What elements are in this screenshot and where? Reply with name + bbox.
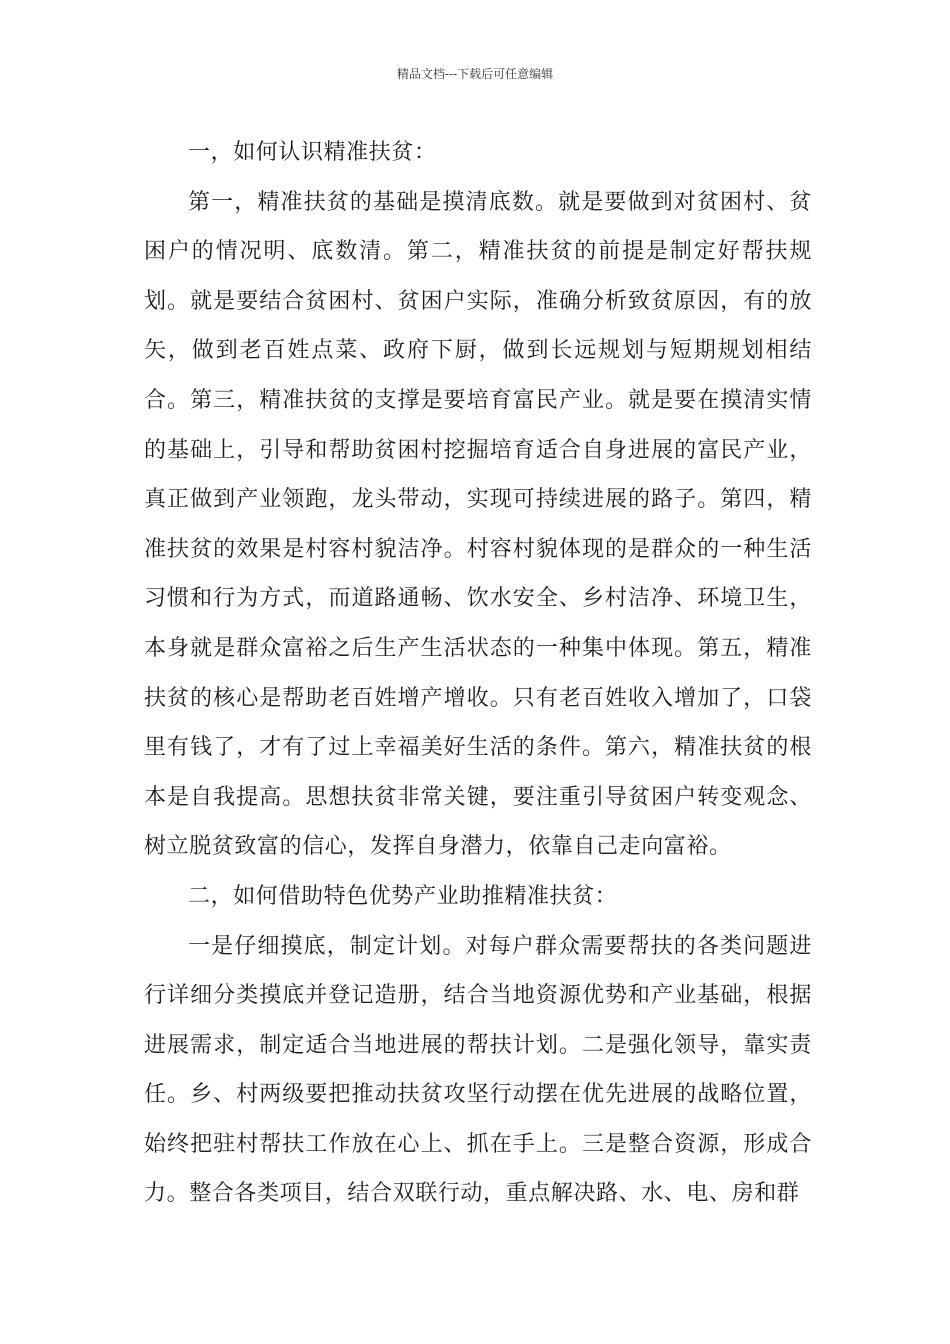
section-heading-2: 二，如何借助特色优势产业助推精准扶贫： [188,883,618,909]
page-header: 精品文档---下载后可任意编辑 [396,67,554,81]
body-paragraph-2: 一是仔细摸底，制定计划。对每户群众需要帮扶的各类问题进行详细分类摸底并登记造册，结合当地资源优势和产业基础，根据进展需求，制定适合当地进展的帮扶计划。二是强化领导，靠实责任。乡、村两级要把推动扶贫攻坚行动摆在优先进展的战略位置，始终把驻村帮扶工作放在心上、抓在手上。三是整合资源，形成合力。整合各类项目，结合双联行动，重点解决路、水、电、房和群 [144,933,812,1207]
document-body [144,128,812,1219]
body-paragraph-1: 第一，精准扶贫的基础是摸清底数。就是要做到对贫困村、贫困户的情况明、底数清。第二，精准扶贫的前提是制定好帮扶规划。就是要结合贫困村、贫困户实际，准确分析致贫原因，有的放矢，做到老百姓点菜、政府下厨，做到长远规划与短期规划相结合。第三，精准扶贫的支撑是要培育富民产业。就是要在摸清实情的基础上，引导和帮助贫困村挖掘培育适合自身进展的富民产业，真正做到产业领跑，龙头带动，实现可持续进展的路子。第四，精准扶贫的效果是村容村貌洁净。村容村貌体现的是群众的一种生活习惯和行为方式，而道路通畅、饮水安全、乡村洁净、环境卫生，本身就是群众富裕之后生产生活状态的一种集中体现。第五，精准扶贫的核心是帮助老百姓增产增收。只有老百姓收入增加了，口袋里有钱了，才有了过上幸福美好生活的条件。第六，精准扶贫的根本是自我提高。思想扶贫非常关键，要注重引导贫困户转变观念、树立脱贫致富的信心，发挥自身潜力，依靠自己走向富裕。 [144,189,812,860]
section-heading-1: 一，如何认识精准扶贫： [188,140,437,165]
